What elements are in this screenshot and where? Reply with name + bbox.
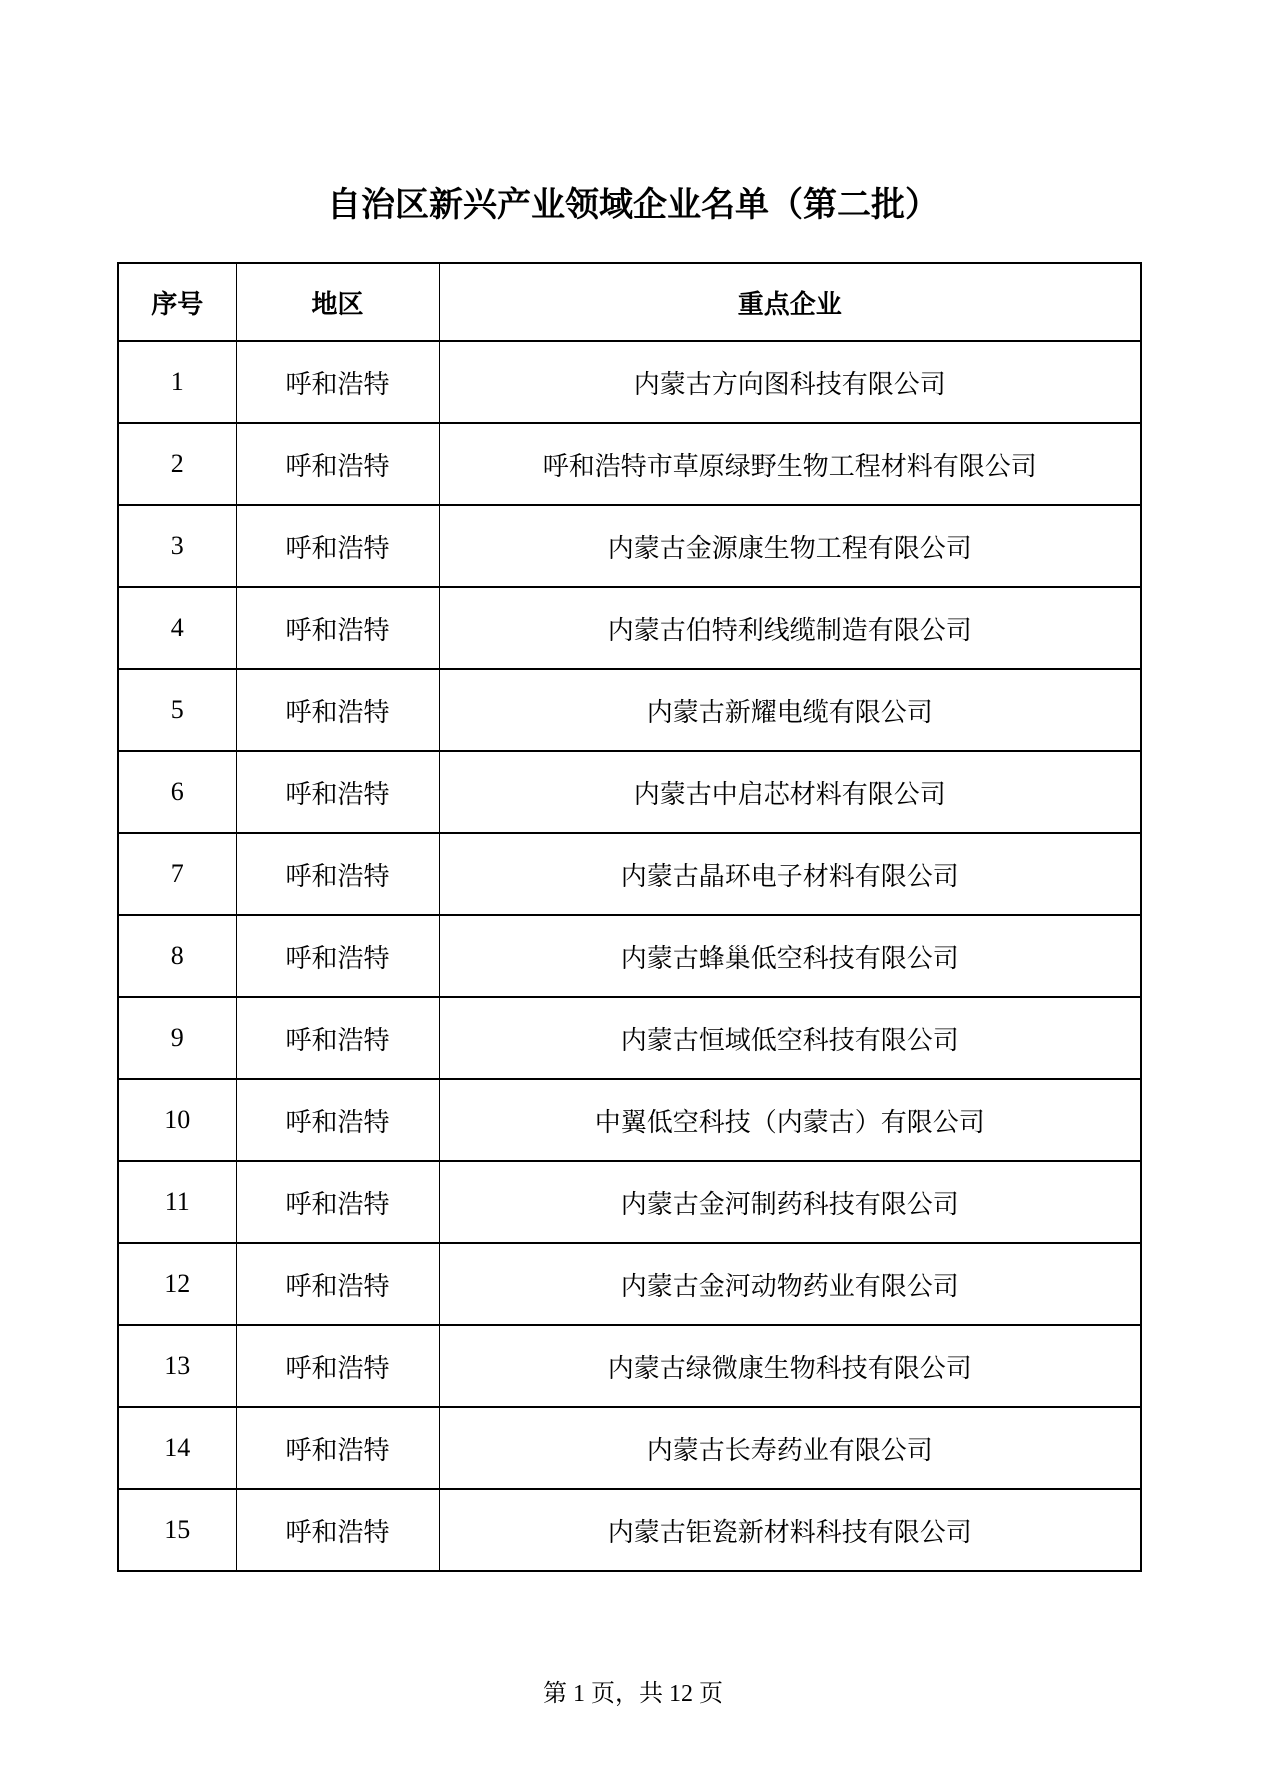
cell-company: 内蒙古恒域低空科技有限公司 bbox=[439, 997, 1141, 1079]
cell-company: 呼和浩特市草原绿野生物工程材料有限公司 bbox=[439, 423, 1141, 505]
enterprise-table bbox=[117, 262, 1142, 1572]
cell-index: 3 bbox=[118, 505, 236, 587]
cell-index: 9 bbox=[118, 997, 236, 1079]
table-row bbox=[118, 669, 1141, 751]
cell-index: 7 bbox=[118, 833, 236, 915]
cell-region: 呼和浩特 bbox=[236, 423, 439, 505]
table-row bbox=[118, 1161, 1141, 1243]
table-row bbox=[118, 587, 1141, 669]
cell-company: 内蒙古新耀电缆有限公司 bbox=[439, 669, 1141, 751]
cell-region: 呼和浩特 bbox=[236, 341, 439, 423]
cell-region: 呼和浩特 bbox=[236, 669, 439, 751]
cell-company: 内蒙古方向图科技有限公司 bbox=[439, 341, 1141, 423]
cell-company: 内蒙古中启芯材料有限公司 bbox=[439, 751, 1141, 833]
cell-region: 呼和浩特 bbox=[236, 997, 439, 1079]
cell-region: 呼和浩特 bbox=[236, 1489, 439, 1571]
table-row bbox=[118, 997, 1141, 1079]
cell-index: 5 bbox=[118, 669, 236, 751]
cell-index: 4 bbox=[118, 587, 236, 669]
table-row bbox=[118, 1407, 1141, 1489]
cell-region: 呼和浩特 bbox=[236, 1243, 439, 1325]
cell-region: 呼和浩特 bbox=[236, 833, 439, 915]
page-number-footer: 第 1 页，共 12 页 bbox=[543, 1681, 723, 1707]
cell-index: 12 bbox=[118, 1243, 236, 1325]
cell-company: 内蒙古金源康生物工程有限公司 bbox=[439, 505, 1141, 587]
table-row bbox=[118, 1079, 1141, 1161]
header-cell-region: 地区 bbox=[236, 263, 439, 341]
table-row bbox=[118, 915, 1141, 997]
cell-company: 内蒙古蜂巢低空科技有限公司 bbox=[439, 915, 1141, 997]
header-cell-company: 重点企业 bbox=[439, 263, 1141, 341]
cell-region: 呼和浩特 bbox=[236, 1407, 439, 1489]
cell-company: 内蒙古金河动物药业有限公司 bbox=[439, 1243, 1141, 1325]
cell-region: 呼和浩特 bbox=[236, 1161, 439, 1243]
table-row bbox=[118, 833, 1141, 915]
cell-index: 13 bbox=[118, 1325, 236, 1407]
cell-index: 15 bbox=[118, 1489, 236, 1571]
table-row bbox=[118, 341, 1141, 423]
cell-index: 10 bbox=[118, 1079, 236, 1161]
cell-company: 中翼低空科技（内蒙古）有限公司 bbox=[439, 1079, 1141, 1161]
cell-index: 14 bbox=[118, 1407, 236, 1489]
header-cell-index: 序号 bbox=[118, 263, 236, 341]
page-title: 自治区新兴产业领域企业名单（第二批） bbox=[327, 186, 939, 224]
cell-index: 1 bbox=[118, 341, 236, 423]
cell-index: 6 bbox=[118, 751, 236, 833]
table-row bbox=[118, 751, 1141, 833]
table-row bbox=[118, 1325, 1141, 1407]
cell-region: 呼和浩特 bbox=[236, 1325, 439, 1407]
cell-index: 8 bbox=[118, 915, 236, 997]
cell-index: 11 bbox=[118, 1161, 236, 1243]
table-row bbox=[118, 1243, 1141, 1325]
cell-region: 呼和浩特 bbox=[236, 1079, 439, 1161]
cell-company: 内蒙古长寿药业有限公司 bbox=[439, 1407, 1141, 1489]
cell-region: 呼和浩特 bbox=[236, 587, 439, 669]
table-row bbox=[118, 1489, 1141, 1571]
cell-region: 呼和浩特 bbox=[236, 751, 439, 833]
cell-company: 内蒙古绿微康生物科技有限公司 bbox=[439, 1325, 1141, 1407]
cell-company: 内蒙古晶环电子材料有限公司 bbox=[439, 833, 1141, 915]
table-header-row bbox=[118, 263, 1141, 341]
cell-region: 呼和浩特 bbox=[236, 505, 439, 587]
cell-company: 内蒙古伯特利线缆制造有限公司 bbox=[439, 587, 1141, 669]
cell-region: 呼和浩特 bbox=[236, 915, 439, 997]
cell-index: 2 bbox=[118, 423, 236, 505]
table-row bbox=[118, 505, 1141, 587]
table-row bbox=[118, 423, 1141, 505]
cell-company: 内蒙古金河制药科技有限公司 bbox=[439, 1161, 1141, 1243]
cell-company: 内蒙古钜瓷新材料科技有限公司 bbox=[439, 1489, 1141, 1571]
